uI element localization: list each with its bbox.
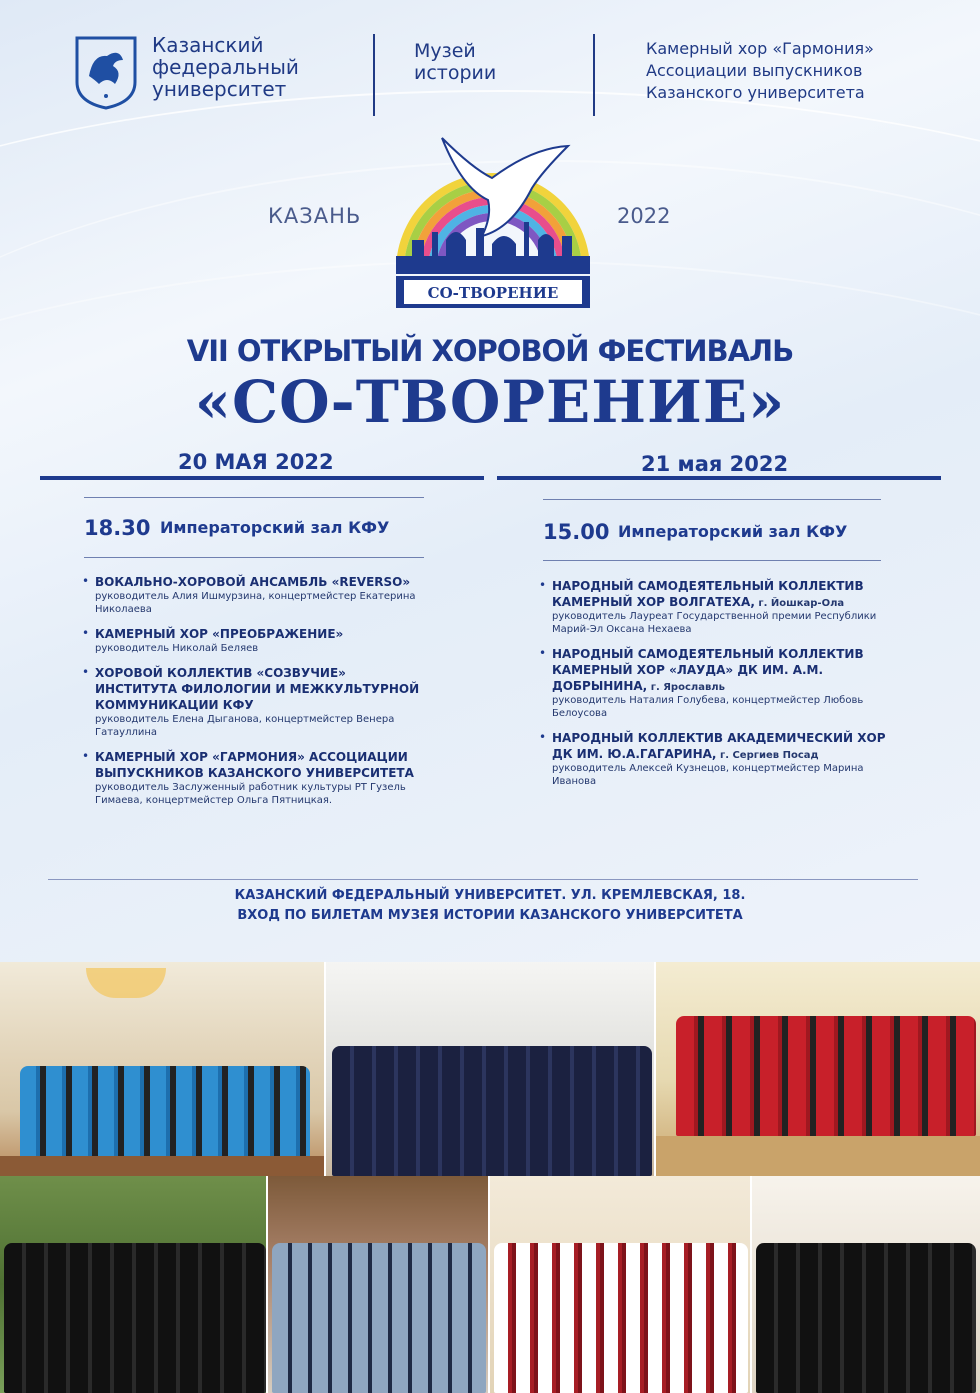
item-desc: руководитель Наталия Голубева, концертмейстер Любовь Белоусова xyxy=(552,695,864,719)
choir-group xyxy=(272,1243,486,1393)
item-desc: руководитель Елена Дыганова, концертмейстер Венера Гатауллина xyxy=(95,714,395,738)
thin-rule xyxy=(543,499,881,500)
thin-rule xyxy=(84,497,424,498)
list-item xyxy=(80,665,430,739)
item-title: • НАРОДНЫЙ САМОДЕЯТЕЛЬНЫЙ КОЛЛЕКТИВ КАМЕРНЫЙ ХОР ВОЛГАТЕХА, г. Йошкар-Ола xyxy=(552,579,864,609)
item-desc: руководитель Алексей Кузнецов, концертмейстер Марина Иванова xyxy=(552,763,864,787)
list-item xyxy=(537,646,907,720)
list-item xyxy=(537,578,907,636)
item-title: • НАРОДНЫЙ САМОДЕЯТЕЛЬНЫЙ КОЛЛЕКТИВ КАМЕРНЫЙ ХОР «ЛАУДА» ДК ИМ. А.М. ДОБРЫНИНА, г. Ярославль xyxy=(552,647,864,693)
item-desc: руководитель Заслуженный работник культуры РТ Гузель Гимаева, концертмейстер Ольга Пятницкая. xyxy=(95,782,406,806)
day2-date: 21 мая 2022 xyxy=(641,452,789,476)
day2-program xyxy=(537,578,907,798)
list-item xyxy=(80,626,430,655)
header-divider xyxy=(373,34,375,116)
city-label: КАЗАНЬ xyxy=(268,204,362,228)
day1-divider xyxy=(40,476,484,480)
choir-photo-gagarin xyxy=(752,1176,980,1393)
photo-collage xyxy=(0,962,980,1393)
day1-hall: Императорский зал КФУ xyxy=(160,518,390,537)
choir-photo-reverso xyxy=(0,962,326,1176)
choir-photo-preobrazhenie xyxy=(326,962,656,1176)
festival-title: «СО-ТВОРЕНИЕ» xyxy=(194,368,786,436)
day1-date: 20 МАЯ 2022 xyxy=(178,450,334,474)
choir-name: Камерный хор «Гармония» Ассоциации выпускников Казанского университета xyxy=(646,39,874,102)
item-desc: руководитель Николай Беляев xyxy=(95,643,259,654)
footer-tickets: ВХОД ПО БИЛЕТАМ МУЗЕЯ ИСТОРИИ КАЗАНСКОГО УНИВЕРСИТЕТА xyxy=(237,908,743,923)
header-divider xyxy=(593,34,595,116)
day2-time: 15.00 xyxy=(543,520,610,544)
day2-divider xyxy=(497,476,941,480)
list-item xyxy=(80,574,430,616)
list-item xyxy=(537,730,907,788)
choir-group xyxy=(4,1243,266,1393)
item-title: • КАМЕРНЫЙ ХОР «ПРЕОБРАЖЕНИЕ» xyxy=(95,627,344,641)
choir-group xyxy=(676,1016,976,1136)
festival-subtitle: VII ОТКРЫТЫЙ ХОРОВОЙ ФЕСТИВАЛЬ xyxy=(186,334,794,368)
thin-rule xyxy=(543,560,881,561)
item-title: • НАРОДНЫЙ КОЛЛЕКТИВ АКАДЕМИЧЕСКИЙ ХОР ДК ИМ. Ю.А.ГАГАРИНА, г. Сергиев Посад xyxy=(552,731,886,761)
day2-hall: Императорский зал КФУ xyxy=(618,522,848,541)
year-label: 2022 xyxy=(617,204,671,228)
day1-program xyxy=(80,574,430,817)
day1-time: 18.30 xyxy=(84,516,151,540)
floor xyxy=(0,1156,326,1176)
logo-ribbon-text: СО-ТВОРЕНИЕ xyxy=(427,284,559,302)
kfu-emblem-icon xyxy=(75,36,137,110)
footer-rule xyxy=(48,879,918,880)
item-title: • КАМЕРНЫЙ ХОР «ГАРМОНИЯ» АССОЦИАЦИИ ВЫПУСКНИКОВ КАЗАНСКОГО УНИВЕРСИТЕТА xyxy=(95,750,414,780)
festival-logo xyxy=(392,128,594,314)
choir-photo-lauda xyxy=(490,1176,752,1393)
floor xyxy=(656,1136,980,1176)
choir-photo-sozvuchie xyxy=(0,1176,268,1393)
list-item xyxy=(80,749,430,807)
item-desc: руководитель Лауреат Государственной премии Республики Марий-Эл Оксана Нехаева xyxy=(552,611,877,635)
museum-name: Музей истории xyxy=(414,40,497,84)
university-name: Казанский федеральный университет xyxy=(152,33,299,101)
choir-group xyxy=(756,1243,976,1393)
choir-group xyxy=(332,1046,652,1176)
choir-group xyxy=(494,1243,748,1393)
choir-photo-volgatech xyxy=(656,962,980,1176)
thin-rule xyxy=(84,557,424,558)
item-title: • ХОРОВОЙ КОЛЛЕКТИВ «СОЗВУЧИЕ» ИНСТИТУТА ФИЛОЛОГИИ И МЕЖКУЛЬТУРНОЙ КОММУНИКАЦИИ КФУ xyxy=(95,666,420,712)
chandelier-icon xyxy=(86,968,166,998)
item-title: • ВОКАЛЬНО-ХОРОВОЙ АНСАМБЛЬ «REVERSO» xyxy=(95,575,411,589)
item-desc: руководитель Алия Ишмурзина, концертмейстер Екатерина Николаева xyxy=(95,591,416,615)
footer-address: КАЗАНСКИЙ ФЕДЕРАЛЬНЫЙ УНИВЕРСИТЕТ. УЛ. КРЕМЛЕВСКАЯ, 18. xyxy=(234,888,746,903)
choir-photo-garmonia xyxy=(268,1176,490,1393)
